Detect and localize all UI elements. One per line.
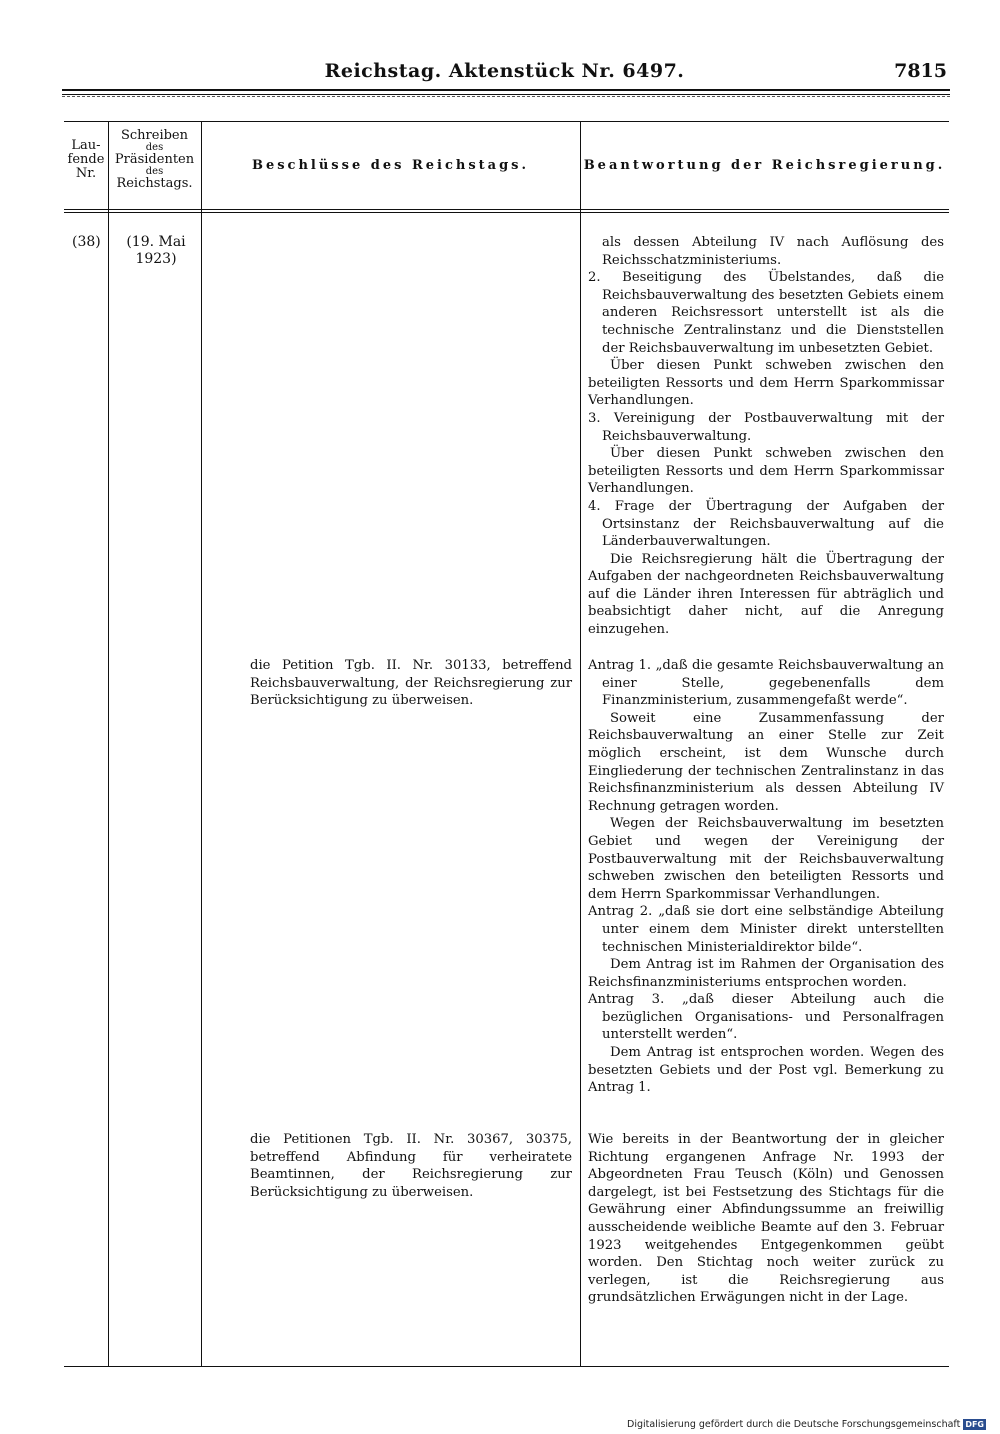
page-header bbox=[62, 60, 947, 88]
beantwortung-block-1 bbox=[588, 234, 944, 639]
header-beschluesse: Beschlüsse des Reichstags. bbox=[251, 158, 530, 173]
header-dashed-rule bbox=[62, 96, 950, 97]
page-title: Reichstag. Aktenstück Nr. 6497. bbox=[324, 60, 685, 82]
header-laufende-nr bbox=[64, 139, 108, 181]
document-table bbox=[64, 121, 949, 1367]
page-number: 7815 bbox=[894, 60, 947, 82]
header-schreiben bbox=[108, 128, 201, 191]
beschluss-2: die Petitionen Tgb. II. Nr. 30367, 30375, betreffend Abfindung für verheiratete Beamtinnen, der Reichsregierung zur Berücksichtigung zu überweisen. bbox=[250, 1132, 572, 1200]
header-text: fende bbox=[67, 152, 105, 167]
answer-paragraph: Antrag 1. „daß die gesamte Reichsbauverwaltung an einer Stelle, gegebenenfalls dem Finanzministerium, zusammengefaßt werde“. bbox=[588, 658, 944, 709]
beschluss-1: die Petition Tgb. II. Nr. 30133, betreffend Reichsbauverwaltung, der Reichsregierung zur Berücksichtigung zu überweisen. bbox=[250, 658, 572, 709]
beantwortung-block-3 bbox=[588, 1131, 944, 1307]
answer-paragraph: Über diesen Punkt schweben zwischen den beteiligten Ressorts und dem Herrn Sparkommissar Verhandlungen. bbox=[588, 446, 944, 497]
header-beantwortung: Beantwortung der Reichsregierung. bbox=[583, 158, 946, 173]
answer-paragraph: Soweit eine Zusammenfassung der Reichsbauverwaltung an einer Stelle zur Zeit möglich erscheint, ist dem Wunsche durch Eingliederung der technischen Zentralinstanz in das Reichsfinanzministerium als dessen Abteilung IV Rechnung getragen worden. bbox=[588, 710, 944, 814]
answer-paragraph: als dessen Abteilung IV nach Auflösung des Reichsschatzministeriums. bbox=[602, 235, 944, 268]
footer bbox=[627, 1419, 986, 1430]
answer-paragraph: Die Reichsregierung hält die Übertragung der Aufgaben der nachgeordneten Reichsbauverwaltung auf die Länder ihren Interessen für abträglich und beabsichtigt daher nicht, auf die Anregung einzugehen. bbox=[588, 551, 944, 638]
header-text: Reichstags. bbox=[116, 176, 193, 191]
dfg-logo: DFG bbox=[965, 1420, 984, 1429]
header-rule bbox=[62, 89, 950, 95]
header-text: des bbox=[145, 166, 164, 177]
answer-paragraph: Antrag 2. „daß sie dort eine selbständige Abteilung unter einem dem Minister direkt unterstellten technischen Ministerialdirektor bilde“. bbox=[588, 904, 944, 955]
answer-paragraph: Wegen der Reichsbauverwaltung im besetzten Gebiet und wegen der Vereinigung der Postbauverwaltung mit der Reichsbauverwaltung schweben zwischen den beteiligten Ressorts und dem Herrn Sparkommissar Verhandlungen. bbox=[588, 816, 944, 902]
answer-paragraph: Antrag 3. „daß dieser Abteilung auch die bezüglichen Organisations- und Personalfragen unterstellt werden“. bbox=[588, 992, 944, 1043]
answer-paragraph: Über diesen Punkt schweben zwischen den beteiligten Ressorts und dem Herrn Sparkommissar Verhandlungen. bbox=[588, 358, 944, 409]
column-divider bbox=[201, 122, 202, 1366]
header-row-rule-2 bbox=[64, 212, 949, 213]
answer-paragraph: 4. Frage der Übertragung der Aufgaben der Ortsinstanz der Reichsbauverwaltung auf die Länderbauverwaltungen. bbox=[588, 498, 944, 550]
header-text: Nr. bbox=[75, 166, 97, 181]
row-date bbox=[116, 234, 196, 268]
header-text: des bbox=[145, 142, 164, 153]
column-divider bbox=[580, 122, 581, 1366]
answer-paragraph: Dem Antrag ist im Rahmen der Organisation des Reichsfinanzministeriums entsprochen worden. bbox=[588, 957, 944, 990]
header-text: Schreiben bbox=[120, 128, 188, 143]
footer-text: Digitalisierung gefördert durch die Deutsche Forschungsgemeinschaft bbox=[627, 1419, 961, 1430]
answer-paragraph: 2. Beseitigung des Übelstandes, daß die Reichsbauverwaltung des besetzten Gebiets einem anderen Reichsressort unterstellt ist als die technische Zentralinstanz und die Dienststellen der Reichsbauverwaltung im unbesetzten Gebiet. bbox=[588, 270, 944, 356]
header-text: Lau- bbox=[71, 138, 101, 153]
row-date-line: 1923) bbox=[135, 251, 177, 267]
row-date-line: (19. Mai bbox=[126, 234, 186, 250]
answer-paragraph: Dem Antrag ist entsprochen worden. Wegen des besetzten Gebiets und der Post vgl. Bemerkung zu Antrag 1. bbox=[588, 1045, 944, 1096]
answer-paragraph: Wie bereits in der Beantwortung der in gleicher Richtung ergangenen Anfrage Nr. 1993 der Abgeordneten Frau Teusch (Köln) und Genossen dargelegt, ist bei Festsetzung des Stichtags für die Gewährung einer Abfindungssumme an freiwillig ausscheidende weibliche Beamte auf den 3. Februar 1923 weitgehendes Entgegenkommen geübt worden. Den Stichtag noch weiter zurück zu verlegen, ist die Reichsregierung aus grundsätzlichen Erwägungen nicht in der Lage. bbox=[588, 1132, 944, 1306]
row-number: (38) bbox=[72, 234, 101, 250]
header-text: Präsidenten bbox=[114, 152, 195, 167]
beantwortung-block-2 bbox=[588, 657, 944, 1097]
column-divider bbox=[108, 122, 109, 1366]
header-row-rule bbox=[64, 209, 949, 210]
answer-paragraph: 3. Vereinigung der Postbauverwaltung mit der Reichsbauverwaltung. bbox=[588, 410, 944, 444]
